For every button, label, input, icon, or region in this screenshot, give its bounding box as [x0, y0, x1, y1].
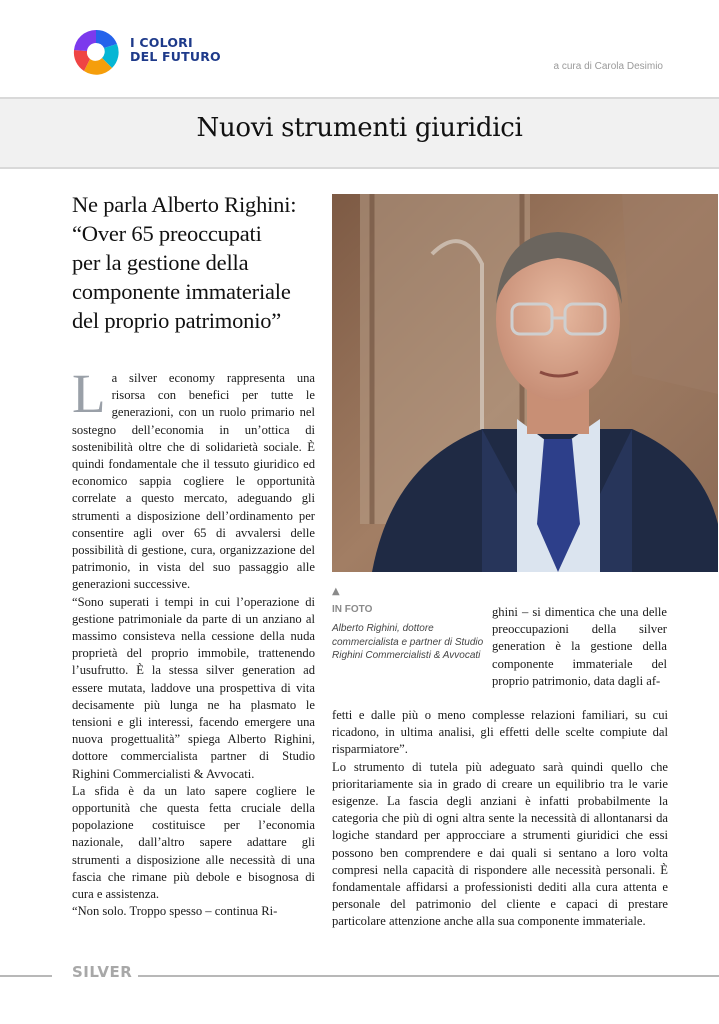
section-title: Nuovi strumenti giuridici — [196, 113, 523, 143]
footer-rule-left — [0, 975, 52, 977]
paragraph: La sfida è da un lato sapere cogliere le opportunità che questa fetta cruciale della popolazione costituisce per l’economia nazionale, dall’altro sapere adattare gli strumenti a disposizione alle necessità di una fascia che rimane più debole e bisognosa di cura e assistenza. — [72, 783, 315, 902]
paragraph: “Sono superati i tempi in cui l’operazione di gestione patrimoniale da parte di un anziano al massimo consisteva nella cessione della nuda proprietà del proprio immobile, trattenendo l’usufrutto. È la stessa silver generation ad essere mutata, laddove una prospettiva di vita decisamente più lunga ne ha plasmato le tensioni e gli interessi, facendo emergere una nuova progettualità” spiega Alberto Righini, dottore commercialista partner di Studio Righini Commercialisti & Avvocati. — [72, 594, 315, 781]
article-column-1 — [72, 363, 315, 921]
footer-rule-right — [138, 975, 719, 977]
portrait-photo — [332, 194, 718, 572]
brand-name: I COLORI DEL FUTURO — [130, 35, 221, 64]
curator-credit: a cura di Carola Desimio — [553, 61, 663, 72]
paragraph: Lo strumento di tutela più adeguato sarà quindi quello che prioritariamente sia in grado di creare un equilibrio tra le varie esigenze. La fascia degli anziani è infatti probabilmente la categoria che più di ogni altra sente la necessità di allontanarsi da logiche standard per approcciare a strumenti giuridici che essi possono ben comprendere e dai quali si sentano a loro volta compresi nella capacità di rispondere alle necessità personali. È fondamentale affidarsi a professionisti dediti alla cura attenta e personale del patrimonio del cliente e capaci di prestare particolare attenzione anche alla sua componente immateriale. — [332, 759, 668, 929]
paragraph: a silver economy rappresenta una risorsa con benefici per tutte le generazioni, con un ruolo primario nel sostegno dell’economia in un’ottica di sostenibilità oltre che di solidarietà sociale. È quindi fondamentale che il tessuto giuridico ed economico sappia cogliere le opportunità correlate a questo mercato, adeguando gli strumenti a disposizione dell’ordinamento per consentire agli over 65 di avvalersi delle possibilità di gestione, cura, organizzazione del patrimonio, in vista del suo passaggio alle generazioni successive. — [72, 371, 315, 592]
footer-section-label: SILVER — [72, 963, 133, 981]
caption-arrow-icon: ▲ — [332, 586, 340, 597]
paragraph: fetti e dalle più o meno complesse relazioni familiari, su cui ricadono, in ultima analisi, gli effetti delle scelte compiute dal risparmiatore”. — [332, 708, 668, 757]
paragraph: “Non solo. Troppo spesso – continua Ri- — [72, 904, 278, 919]
article-headline: Ne parla Alberto Righini: “Over 65 preoccupati per la gestione della componente immateriale del proprio patrimonio” — [72, 192, 297, 333]
logo-icon — [70, 26, 122, 78]
article-column-3 — [332, 707, 668, 931]
photo-caption: Alberto Righini, dottore commercialista e partner di Studio Righini Commercialisti & Avvocati — [332, 623, 484, 661]
photo-label: IN FOTO — [332, 604, 373, 615]
article-column-2 — [492, 604, 667, 690]
paragraph: ghini – si dimentica che una delle preoccupazioni della silver generation è la gestione della componente immateriale del proprio patrimonio, data dagli af- — [492, 605, 667, 688]
dropcap: L — [72, 363, 106, 424]
